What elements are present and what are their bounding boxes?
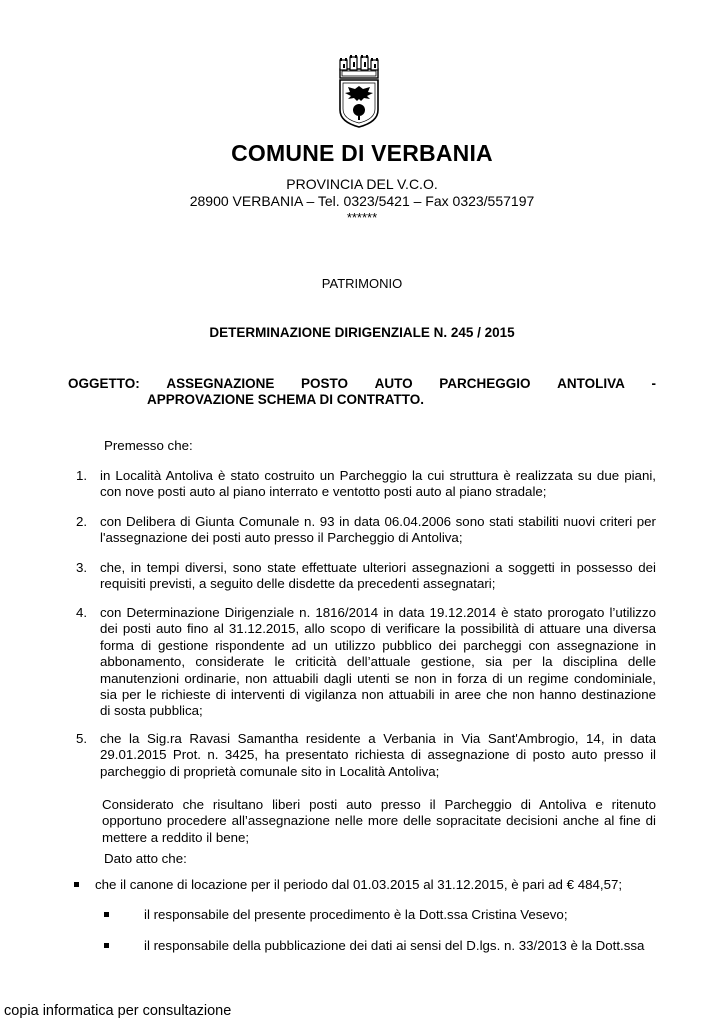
municipality-title: COMUNE DI VERBANIA xyxy=(231,140,493,166)
item-line: dei posti auto fino al 31.12.2015, allo scopo di verificare la possibilità di attuare una diversa xyxy=(100,621,656,637)
item-number: 5. xyxy=(76,731,88,746)
item-line: sia per le richieste di interventi di vigilanza non attuabili in aree che non hanno destinazione xyxy=(100,687,656,703)
item-line: con nove posti auto al piano interrato e ventotto posti auto al piano stradale; xyxy=(100,484,547,500)
list-item xyxy=(76,468,656,501)
item-line: con Determinazione Dirigenziale n. 1816/2014 in data 19.12.2014 è stato prorogato l’utilizzo xyxy=(100,605,656,620)
province-line: PROVINCIA DEL V.C.O. xyxy=(286,176,438,192)
considerato-paragraph xyxy=(102,797,656,846)
paragraph-line: opportuno procedere all’assegnazione nelle more delle sopracitate decisioni anche al fine di xyxy=(102,813,656,829)
subject-word: POSTO xyxy=(301,376,349,391)
item-line: con Delibera di Giunta Comunale n. 93 in data 06.04.2006 sono stati stabiliti nuovi criteri per xyxy=(100,514,656,529)
subject-line-2: APPROVAZIONE SCHEMA DI CONTRATTO. xyxy=(147,392,425,407)
paragraph-line: mettere a reddito il bene; xyxy=(102,829,250,845)
list-item xyxy=(76,605,656,720)
separator-stars: ****** xyxy=(346,210,378,225)
department-label: PATRIMONIO xyxy=(321,276,403,291)
subject-word: ASSEGNAZIONE xyxy=(166,376,275,391)
item-number: 2. xyxy=(76,514,88,529)
item-line: 29.01.2015 Prot. n. 3425, ha presentato richiesta di assegnazione di posto auto presso il xyxy=(100,747,656,763)
subject-word: PARCHEGGIO xyxy=(439,376,531,391)
subject-block xyxy=(68,376,656,407)
bullet-square-icon xyxy=(104,943,109,948)
coat-of-arms-icon xyxy=(331,52,387,128)
list-item xyxy=(76,514,656,547)
paragraph-line: Considerato che risultano liberi posti auto presso il Parcheggio di Antoliva e ritenuto xyxy=(102,797,656,812)
item-line: che, in tempi diversi, sono state effettuate ulteriori assegnazioni a soggetti in possesso dei xyxy=(100,560,656,575)
subject-word: ANTOLIVA xyxy=(557,376,625,391)
bullet-text: il responsabile del presente procedimento è la Dott.ssa Cristina Vesevo; xyxy=(144,907,568,922)
intro-text: Premesso che: xyxy=(104,438,193,453)
list-item xyxy=(76,731,656,780)
list-item xyxy=(76,560,656,593)
bullet-text: che il canone di locazione per il periodo dal 01.03.2015 al 31.12.2015, è pari ad € 484,57; xyxy=(95,877,623,892)
subject-label: OGGETTO: xyxy=(68,376,140,391)
bullet-text: il responsabile della pubblicazione dei dati ai sensi del D.lgs. n. 33/2013 è la Dott.ssa xyxy=(144,938,645,953)
subject-word: - xyxy=(651,376,656,391)
footer-watermark: copia informatica per consultazione xyxy=(4,1003,232,1019)
bullet-item xyxy=(95,877,622,893)
item-line: l'assegnazione dei posti auto presso il Parcheggio di Antoliva; xyxy=(100,530,463,546)
item-line: di sosta pubblica; xyxy=(100,703,203,719)
item-number: 3. xyxy=(76,560,88,575)
bullet-square-icon xyxy=(74,882,79,887)
subject-word: AUTO xyxy=(374,376,413,391)
bullet-item xyxy=(144,938,644,954)
item-line: che la Sig.ra Ravasi Samantha residente a Verbania in Via Sant'Ambrogio, 14, in data xyxy=(100,731,656,746)
bullet-item xyxy=(144,907,568,923)
item-line: manutenzioni ordinarie, non attuabili dagli utenti se non in forza di un regime condominiale, xyxy=(100,670,656,686)
item-line: in Località Antoliva è stato costruito un Parcheggio la cui struttura è realizzata su due piani, xyxy=(100,468,656,483)
item-line: requisiti previsti, a seguito delle disdette da precedenti assegnatari; xyxy=(100,576,496,592)
bullet-square-icon xyxy=(104,912,109,917)
dato-atto-text: Dato atto che: xyxy=(104,851,187,866)
item-number: 4. xyxy=(76,605,88,620)
item-line: parcheggio di proprietà comunale sito in Località Antoliva; xyxy=(100,763,440,779)
determination-title: DETERMINAZIONE DIRIGENZIALE N. 245 / 2015 xyxy=(209,325,515,340)
item-line: forma di gestione rispondente ad un utilizzo pubblico dei parcheggi con assegnazione in xyxy=(100,637,656,653)
subject-line-1 xyxy=(68,376,656,391)
item-line: abbonamento, considerate le criticità dell’attuale gestione, sia per la disciplina delle xyxy=(100,654,656,670)
item-number: 1. xyxy=(76,468,88,483)
address-line: 28900 VERBANIA – Tel. 0323/5421 – Fax 0323/557197 xyxy=(189,193,535,209)
